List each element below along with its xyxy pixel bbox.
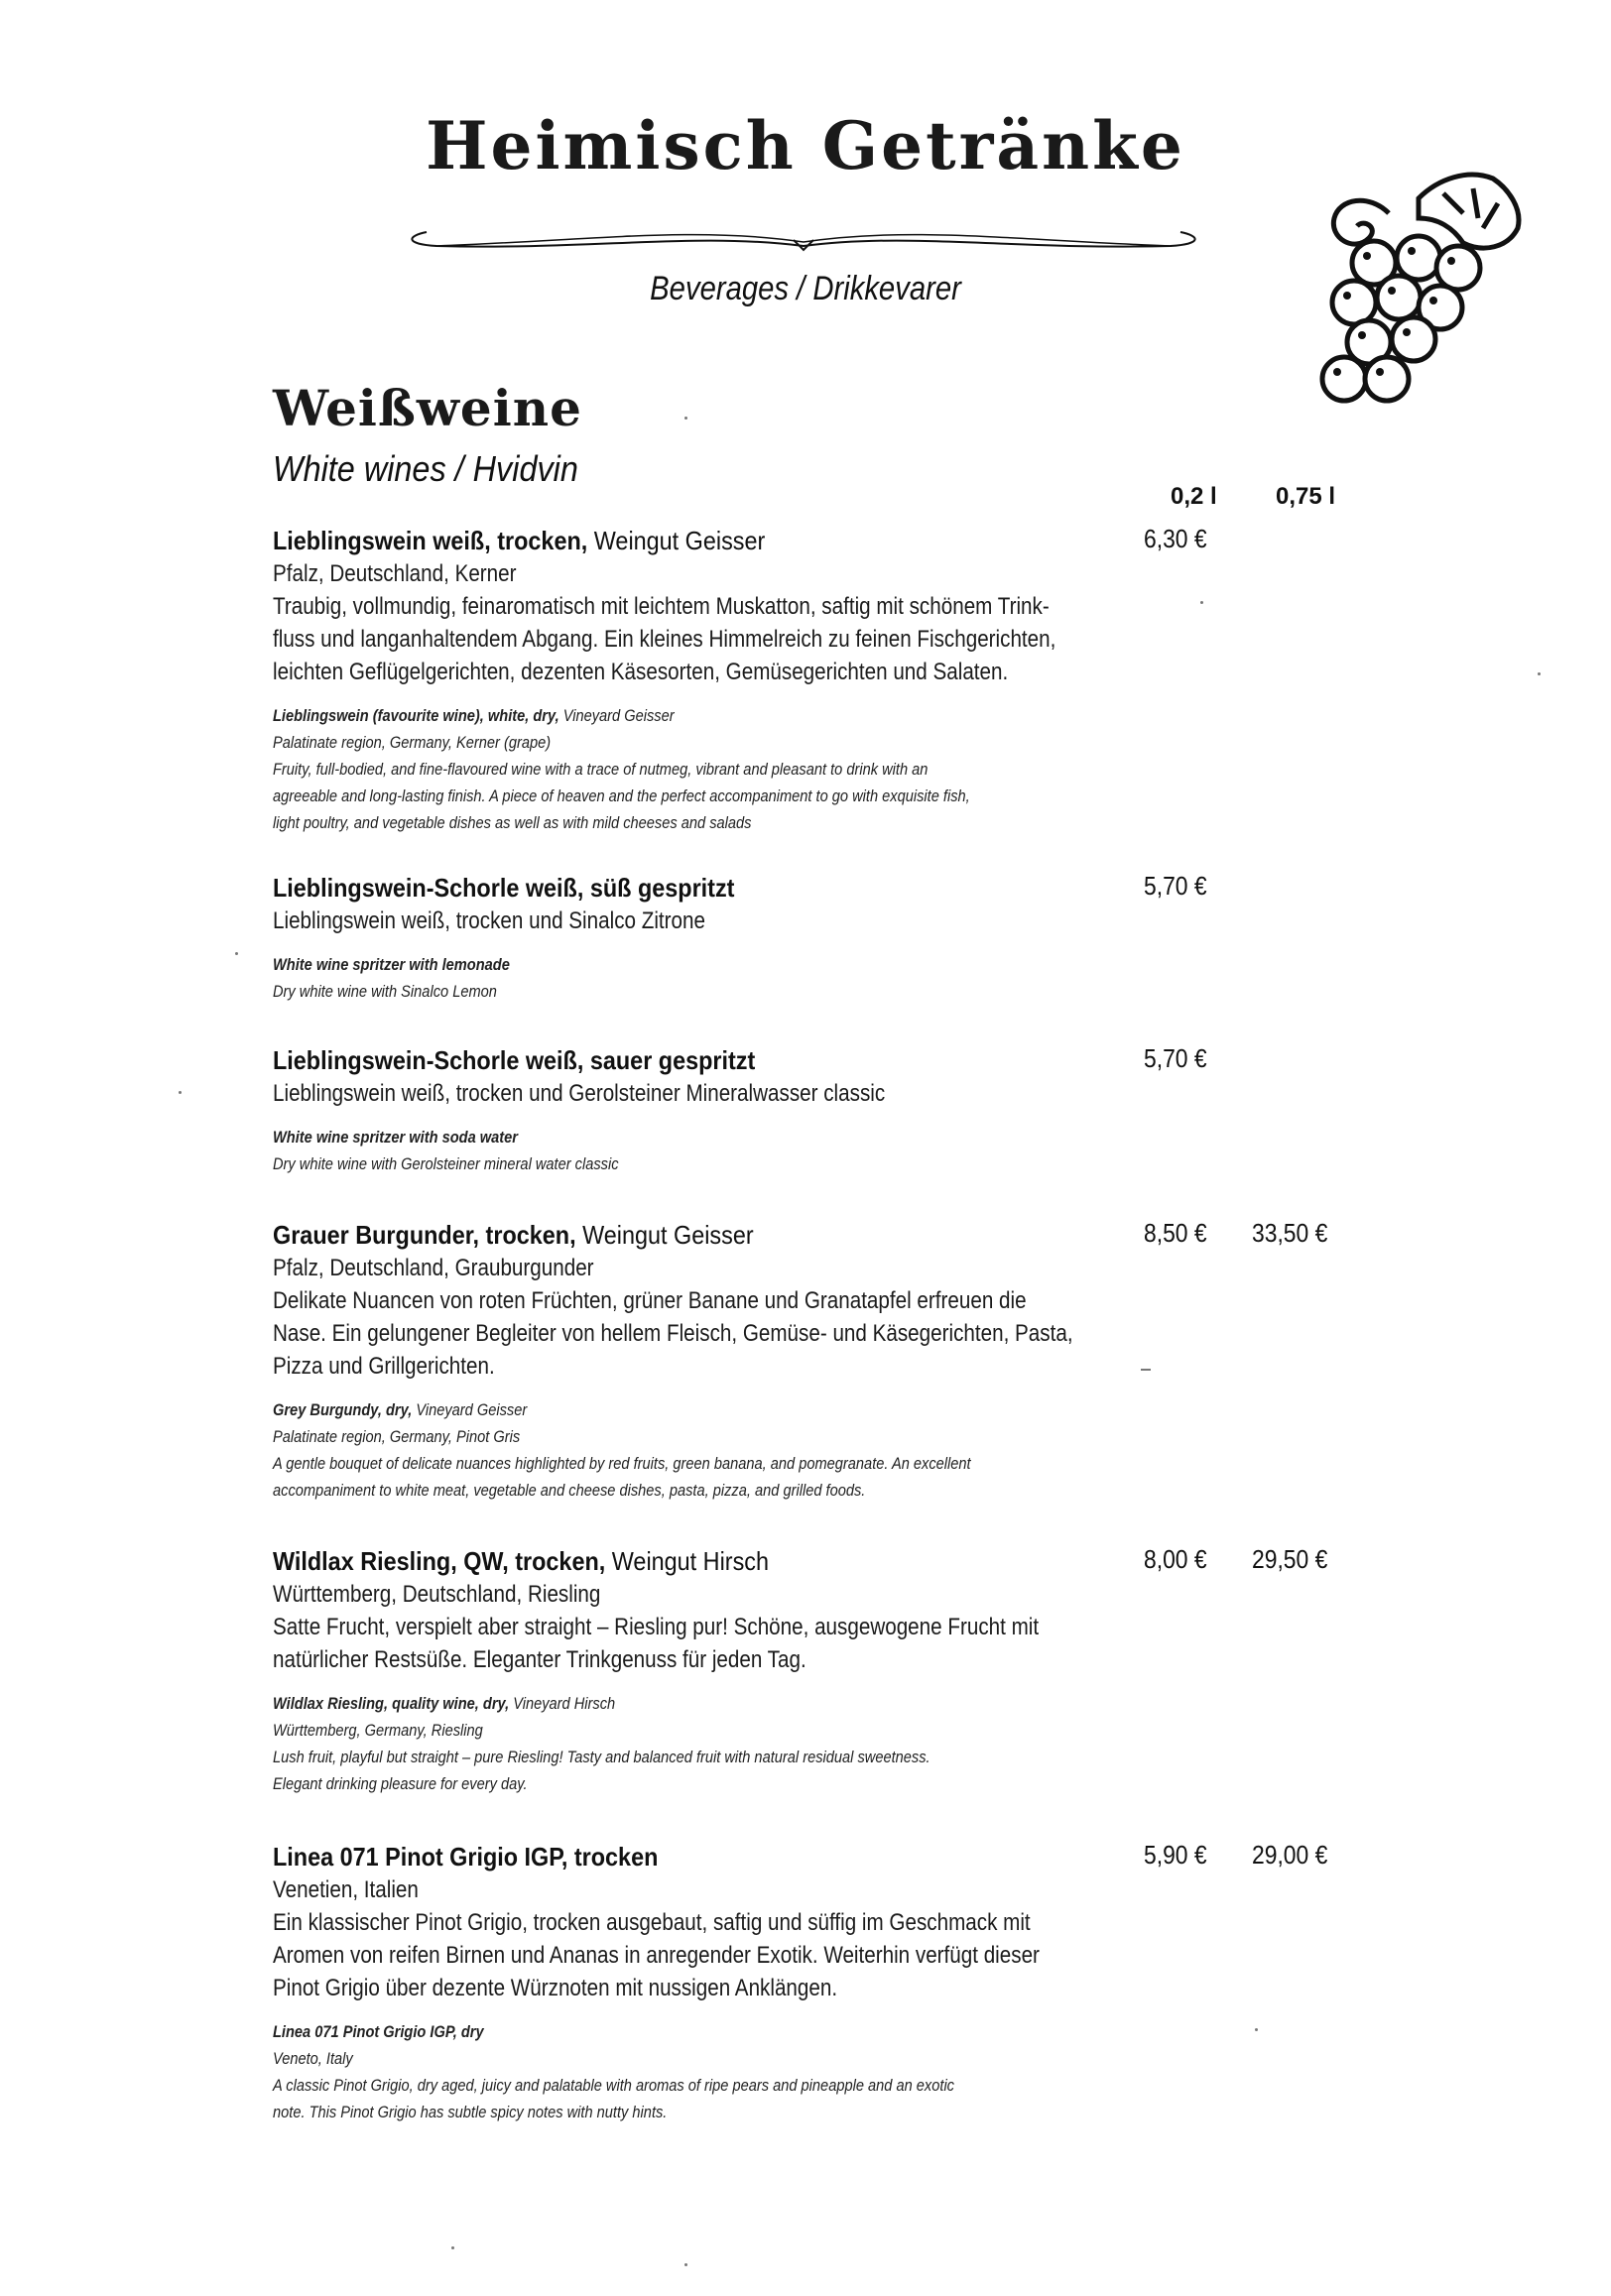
price-large: 29,50 € (1252, 1544, 1328, 1574)
wine-english-origin: Palatinate region, Germany, Pinot Gris (273, 1427, 521, 1446)
wine-origin: Württemberg, Deutschland, Riesling (273, 1581, 601, 1608)
wine-origin: Pfalz, Deutschland, Kerner (273, 560, 517, 587)
wine-english-name: Grey Burgundy, dry, (273, 1400, 413, 1419)
price-small: 6,30 € (1144, 524, 1207, 553)
wine-english-origin: Württemberg, Germany, Riesling (273, 1721, 483, 1740)
scan-speck (451, 2246, 454, 2249)
grapes-icon (1270, 159, 1538, 417)
column-header-large: 0,75 l (1276, 483, 1336, 510)
wine-english-description-line: Elegant drinking pleasure for every day. (273, 1774, 528, 1793)
wine-origin: Venetien, Italien (273, 1876, 419, 1903)
wine-name-line (273, 1043, 1041, 1077)
title-flourish-divider (397, 210, 1210, 260)
page-subtitle: Beverages / Drikkevarer (650, 270, 961, 307)
wine-english-description-line: agreeable and long-lasting finish. A piece of heaven and the perfect accompaniment to go with exquisite fish, (273, 786, 970, 805)
wine-description-line: fluss und langanhaltendem Abgang. Ein kleines Himmelreich zu feinen Fischgerichten, (273, 626, 1056, 653)
scan-speck (684, 417, 687, 420)
wine-english-name: Wildlax Riesling, quality wine, dry, (273, 1694, 510, 1713)
wine-english-name: White wine spritzer with soda water (273, 1128, 518, 1147)
wine-winery: Weingut Hirsch (605, 1546, 769, 1576)
wine-description-line: Traubig, vollmundig, feinaromatisch mit leichtem Muskatton, saftig mit schönem Trink- (273, 593, 1050, 620)
wine-english-description-line: Fruity, full-bodied, and fine-flavoured wine with a trace of nutmeg, vibrant and pleasant to drink with an (273, 760, 929, 779)
scan-speck (1538, 672, 1541, 675)
price-small: 5,90 € (1144, 1840, 1207, 1870)
wine-name: Linea 071 Pinot Grigio IGP, trocken (273, 1842, 659, 1872)
section-subtitle: White wines / Hvidvin (273, 448, 578, 489)
wine-english-description-line: accompaniment to white meat, vegetable and cheese dishes, pasta, pizza, and grilled foods. (273, 1481, 866, 1500)
wine-description-line: Nase. Ein gelungener Begleiter von hellem Fleisch, Gemüse- und Käsegerichten, Pasta, (273, 1320, 1073, 1347)
wine-name-line (273, 871, 1041, 905)
wine-description-line: natürlicher Restsüße. Eleganter Trinkgenuss für jeden Tag. (273, 1646, 806, 1673)
wine-origin: Pfalz, Deutschland, Grauburgunder (273, 1255, 594, 1281)
wine-description-line: leichten Geflügelgerichten, dezenten Käsesorten, Gemüsegerichten und Salaten. (273, 659, 1009, 685)
wine-item (273, 1840, 1126, 2125)
wine-english-winery: Vineyard Geisser (558, 706, 675, 725)
wine-english-name-line (273, 1690, 1007, 1717)
scan-speck (179, 1091, 182, 1094)
price-small: 8,50 € (1144, 1218, 1207, 1248)
wine-name: Wildlax Riesling, QW, trocken, (273, 1546, 606, 1576)
column-header-small: 0,2 l (1171, 483, 1217, 510)
wine-description-line: Satte Frucht, verspielt aber straight – Riesling pur! Schöne, ausgewogene Frucht mit (273, 1614, 1040, 1640)
scan-speck (1255, 2028, 1258, 2031)
wine-name: Lieblingswein-Schorle weiß, sauer gespritzt (273, 1045, 756, 1075)
wine-origin: Lieblingswein weiß, trocken und Sinalco Zitrone (273, 907, 705, 934)
wine-item (273, 871, 1126, 1005)
price-small: 8,00 € (1144, 1544, 1207, 1574)
wine-english-name-line (273, 702, 1007, 729)
scan-speck (684, 2263, 687, 2266)
wine-english-origin: Dry white wine with Gerolsteiner mineral water classic (273, 1154, 619, 1173)
wine-english-description-line: A gentle bouquet of delicate nuances highlighted by red fruits, green banana, and pomegranate. An excellent (273, 1454, 971, 1473)
wine-english-description-line: A classic Pinot Grigio, dry aged, juicy and palatable with aromas of ripe pears and pineapple and an exotic (273, 2076, 955, 2095)
scan-speck (235, 952, 238, 955)
price-small: 5,70 € (1144, 871, 1207, 901)
wine-english-name: White wine spritzer with lemonade (273, 955, 510, 974)
wine-name-line (273, 1218, 1041, 1252)
price-small: 5,70 € (1144, 1043, 1207, 1073)
wine-item (273, 524, 1126, 836)
wine-winery: Weingut Geisser (575, 1220, 754, 1250)
scan-speck (1141, 1369, 1151, 1371)
wine-description-line: Ein klassischer Pinot Grigio, trocken ausgebaut, saftig und süffig im Geschmack mit (273, 1909, 1031, 1936)
price-large: 33,50 € (1252, 1218, 1328, 1248)
wine-description-line: Pizza und Grillgerichten. (273, 1353, 495, 1380)
wine-name-line (273, 524, 1041, 557)
scan-speck (1200, 601, 1203, 604)
wine-english-origin: Dry white wine with Sinalco Lemon (273, 982, 497, 1001)
wine-name: Lieblingswein weiß, trocken, (273, 526, 588, 555)
wine-name: Lieblingswein-Schorle weiß, süß gespritzt (273, 873, 735, 903)
wine-description-line: Aromen von reifen Birnen und Ananas in anregender Exotik. Weiterhin verfügt dieser (273, 1942, 1040, 1969)
wine-item (273, 1218, 1126, 1504)
page-title: Heimisch Getränke (426, 107, 1185, 184)
wine-english-name: Lieblingswein (favourite wine), white, dry, (273, 706, 559, 725)
section-title: Weißweine (273, 379, 582, 437)
wine-english-description-line: Lush fruit, playful but straight – pure Riesling! Tasty and balanced fruit with natural residual sweetness. (273, 1748, 930, 1766)
wine-english-winery: Vineyard Geisser (412, 1400, 528, 1419)
wine-name-line (273, 1840, 1041, 1873)
wine-name: Grauer Burgunder, trocken, (273, 1220, 576, 1250)
wine-english-winery: Vineyard Hirsch (509, 1694, 616, 1713)
wine-winery: Weingut Geisser (587, 526, 766, 555)
wine-origin: Lieblingswein weiß, trocken und Gerolsteiner Mineralwasser classic (273, 1080, 886, 1107)
wine-english-origin: Palatinate region, Germany, Kerner (grape) (273, 733, 552, 752)
wine-item (273, 1544, 1126, 1797)
price-large: 29,00 € (1252, 1840, 1328, 1870)
wine-description-line: Delikate Nuancen von roten Früchten, grüner Banane und Granatapfel erfreuen die (273, 1287, 1027, 1314)
wine-item (273, 1043, 1126, 1177)
wine-english-description-line: note. This Pinot Grigio has subtle spicy notes with nutty hints. (273, 2103, 668, 2121)
wine-english-origin: Veneto, Italy (273, 2049, 353, 2068)
wine-english-name: Linea 071 Pinot Grigio IGP, dry (273, 2022, 484, 2041)
wine-english-name-line (273, 1396, 1007, 1423)
wine-name-line (273, 1544, 1041, 1578)
wine-description-line: Pinot Grigio über dezente Würznoten mit nussigen Anklängen. (273, 1975, 838, 2001)
wine-english-description-line: light poultry, and vegetable dishes as well as with mild cheeses and salads (273, 813, 752, 832)
